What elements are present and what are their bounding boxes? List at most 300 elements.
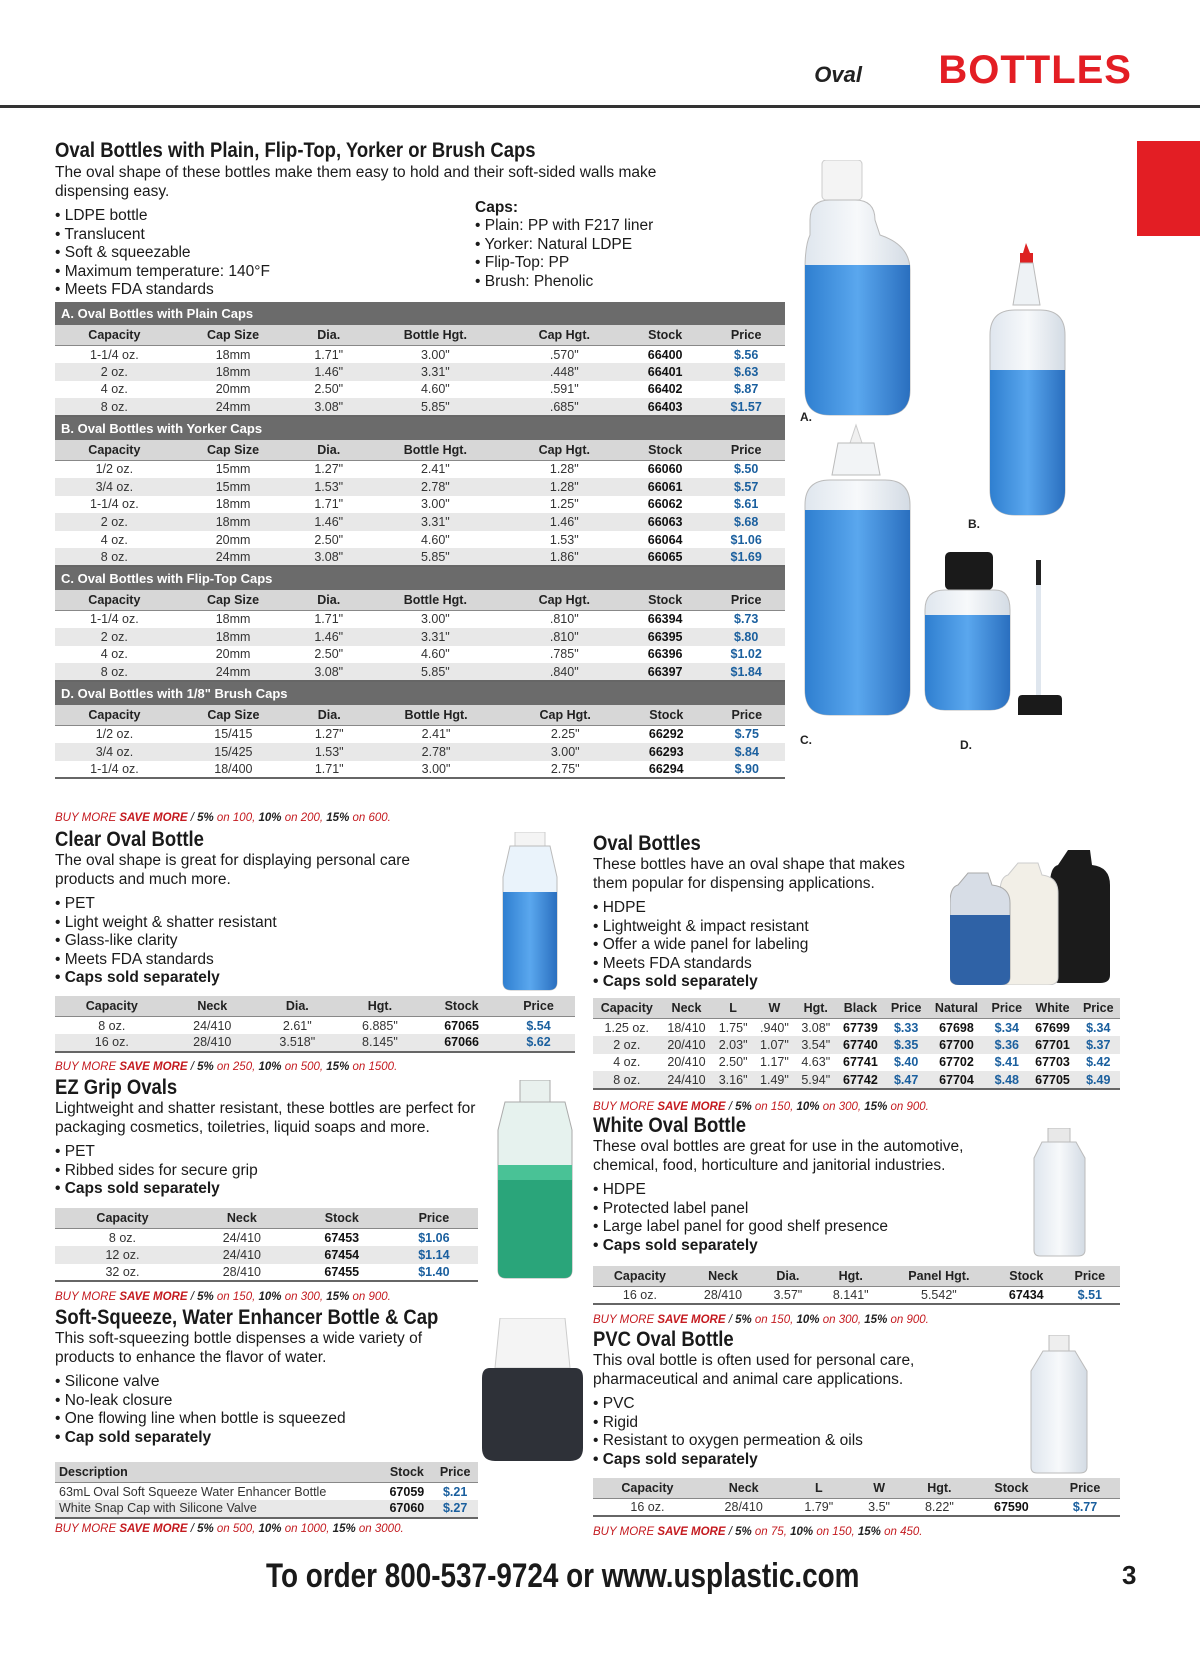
table-cell: 16 oz. [593,1499,702,1517]
ez-table-wrap [55,1208,478,1282]
column-header: Hgt. [795,998,836,1019]
column-header: Capacity [55,590,174,611]
bullet: • Protected label panel [593,1200,993,1219]
table-cell: $1.06 [730,532,762,547]
bullet: • HDPE [593,899,973,918]
column-header: Price [709,705,785,726]
buy-more-part: BUY MORE [55,1061,120,1073]
table-cell: 5.85" [365,663,506,681]
table-cell: 1.71" [314,347,344,362]
clear-title: Clear Oval Bottle [55,828,204,851]
column-header: Neck [190,1208,294,1229]
white-section [593,1114,993,1255]
table-cell: 3.00" [420,612,450,627]
buy-more-part: on 900. [349,1291,391,1303]
table-row [55,1034,575,1052]
table-cell: 67699 [1035,1020,1070,1035]
table-row [55,381,785,399]
table-cell: 2 oz. [55,363,174,381]
page-header [0,0,1200,108]
bullet: • PET [55,1143,505,1162]
table-cell: 67703 [1035,1055,1070,1070]
buy-more-part: on 150, [751,1314,797,1326]
column-header: Stock [993,1266,1060,1287]
table-cell: $.80 [707,628,785,646]
clear-table [55,996,575,1053]
column-header: Price [1050,1478,1120,1499]
table-cell: 2.41" [420,462,450,477]
table-cell: 67705 [1029,1071,1077,1089]
table-cell: 2.61" [282,1018,312,1033]
table-cell: $.54 [526,1018,551,1033]
buy-more-part: on 250, [213,1061,259,1073]
column-header: Neck [702,1478,786,1499]
table-cell: 3.5" [852,1499,906,1517]
buy-more-part: SAVE MORE [119,812,188,824]
white-bullets [593,1181,993,1255]
table-cell: 4 oz. [100,647,128,662]
main-desc: The oval shape of these bottles make them easy to hold and their soft-sided walls make dispensing easy. [55,164,657,200]
buy-more-part: 15% [326,812,350,824]
buy-more-part: 5% [735,1314,752,1326]
table-row [55,663,785,681]
table-cell: 2 oz. [55,513,174,531]
oval-table-0 [55,325,785,417]
table-cell: 15/425 [174,743,293,761]
header-oval: Oval [814,62,862,87]
clear-table-wrap [55,996,575,1053]
table-cell: 2.50" [314,647,344,662]
table-cell: 1.46" [506,513,623,531]
table-cell: 24/410 [193,1018,232,1033]
table-cell: 3.31" [365,628,506,646]
column-header: Bottle Hgt. [365,440,506,461]
table-row [55,1483,478,1501]
buy-more-part: BUY MORE [593,1101,658,1113]
bullet: • Translucent [55,226,785,245]
bullet: • Large label panel for good shelf presence [593,1218,993,1237]
table-cell: 1.53" [292,478,365,496]
table-cell: $.75 [734,727,759,742]
table-cell: 67698 [939,1020,974,1035]
table-row [593,1499,1120,1517]
column-header: Price [502,996,575,1017]
clear-section [55,828,475,988]
table-cell: 2.25" [550,727,580,742]
buy-more-part: 15% [864,1101,888,1113]
table-cell: 66396 [647,647,683,662]
table-row [55,548,785,566]
column-header: W [754,998,795,1019]
column-header: L [786,1478,853,1499]
table-cell: $1.84 [707,663,785,681]
table-cell: .840" [506,663,623,681]
table-cell: $.68 [707,513,785,531]
table-cell: 18mm [215,347,251,362]
table-row [593,1036,1120,1054]
oval-bottles-trio-photo [950,845,1145,985]
buy-more-part: 15% [326,1291,350,1303]
table-cell: 2.50" [314,382,344,397]
column-header: W [852,1478,906,1499]
squeeze-table [55,1462,478,1519]
bullet-bold: • Caps sold separately [55,969,475,988]
buy-more-part: 10% [258,1291,282,1303]
table-cell: 66063 [623,513,707,531]
table-cell: 8 oz. [593,1071,661,1089]
column-header: Price [884,998,927,1019]
table-row [55,743,785,761]
table-cell: 16 oz. [593,1287,687,1305]
ez-section [55,1076,505,1199]
column-header: Cap Hgt. [506,325,623,346]
column-header: Bottle Hgt. [366,705,507,726]
buy-more-part: SAVE MORE [119,1061,188,1073]
column-header: Capacity [55,1208,190,1229]
table-cell: 16 oz. [55,1034,169,1052]
buy-more-part: on 500, [281,1061,327,1073]
buy-more-part: 10% [796,1101,820,1113]
table-cell: 67742 [836,1071,884,1089]
table-cell: 67454 [294,1246,390,1264]
buy-more-clear [55,1061,397,1073]
table-cell: 15mm [215,462,251,477]
table-cell: 66394 [647,612,683,627]
buy-more-part: 5% [735,1526,752,1538]
buy-more-main [55,812,391,824]
table-cell: 24/410 [661,1071,713,1089]
clear-bullets [55,895,475,988]
table-cell: $.42 [1086,1055,1111,1070]
table-cell: 1-1/4 oz. [90,347,139,362]
ez-title: EZ Grip Ovals [55,1076,178,1099]
main-bottle-images [800,160,1130,760]
bullet: • Light weight & shatter resistant [55,914,475,933]
table-cell: 3.518" [256,1034,339,1052]
pvc-bullets [593,1395,1013,1469]
column-header: Cap Size [174,590,293,611]
table-cell: 67701 [1029,1036,1077,1054]
table-cell: 5.85" [365,398,506,416]
column-header: Cap Size [174,325,293,346]
bullet-bold: • Caps sold separately [593,973,973,992]
caps-title: Caps: [475,199,519,216]
table-row [55,1229,478,1247]
table-cell: $1.40 [390,1264,478,1282]
cap-item: • Brush: Phenolic [475,273,653,292]
label-b: B. [968,517,980,531]
table-row [55,1264,478,1282]
table-cell: 3/4 oz. [55,478,174,496]
column-header: Price [707,440,785,461]
buy-more-part: on 75, [751,1526,791,1538]
table-cell: $1.69 [707,548,785,566]
column-header: Hgt. [817,1266,885,1287]
bullet: • One flowing line when bottle is squeezed [55,1410,505,1429]
table-cell: 18mm [174,363,293,381]
table-cell: $.87 [734,382,759,397]
column-header: Dia. [293,705,366,726]
table-cell: 1.25 oz. [604,1020,649,1035]
table-cell: 3.31" [365,513,506,531]
table-cell: 28/410 [169,1034,256,1052]
table-cell: $.62 [502,1034,575,1052]
bullet: • PVC [593,1395,1013,1414]
buy-more-part: SAVE MORE [657,1101,726,1113]
column-header: Cap Hgt. [506,590,623,611]
column-header: Stock [973,1478,1050,1499]
buy-more-white [593,1314,929,1326]
main-section [55,139,785,300]
table-cell: 66062 [647,497,683,512]
oval-table-2 [55,590,785,682]
table-cell: 3.00" [420,347,450,362]
table-cell: 66397 [623,663,707,681]
table-cell: $.57 [707,478,785,496]
table-cell: 3.08" [801,1020,831,1035]
table-cell: 1-1/4 oz. [90,612,139,627]
table-cell: 1.07" [754,1036,795,1054]
column-header: Price [707,325,785,346]
table-cell: $.34 [994,1020,1019,1035]
buy-more-part: 15% [326,1061,350,1073]
table-cell: 1.71" [314,612,344,627]
table-cell: .591" [549,382,579,397]
table-cell: 66292 [648,727,684,742]
table-cell: 67434 [993,1287,1060,1305]
white-table-wrap [593,1266,1120,1305]
table-cell: $1.57 [707,398,785,416]
table-cell: 15/415 [214,727,253,742]
table-cell: 67066 [421,1034,502,1052]
table-cell: 2.50" [718,1055,748,1070]
table-row [593,1054,1120,1072]
table-cell: 4 oz. [613,1055,641,1070]
bullet: • Ribbed sides for secure grip [55,1162,505,1181]
table-cell: 24/410 [222,1230,261,1245]
buy-more-part: BUY MORE [55,1291,120,1303]
table-cell: 5.85" [365,548,506,566]
table-cell: $.48 [985,1071,1028,1089]
column-header: Capacity [593,1266,687,1287]
buy-more-part: / [725,1314,736,1326]
buy-more-part: 15% [857,1526,881,1538]
column-header: Cap Hgt. [506,440,623,461]
buy-more-part: on 900. [887,1314,929,1326]
table-cell: 24mm [174,548,293,566]
buy-more-part: on 450. [880,1526,923,1538]
buy-more-part: SAVE MORE [119,1291,188,1303]
buy-more-part: on 1500. [349,1061,398,1073]
table-cell: 67065 [444,1018,479,1033]
table-row [55,460,785,478]
table-cell: 4.60" [420,532,450,547]
table-cell: .448" [506,363,623,381]
table-cell: 8.141" [817,1287,885,1305]
table-row [55,610,785,628]
table-cell: $.35 [884,1036,927,1054]
buy-more-part: on 150, [751,1101,797,1113]
bullet: • Meets FDA standards [55,951,475,970]
buy-more-part: / [187,812,198,824]
oval-bullets [593,899,973,992]
caps-block [475,199,653,291]
clear-bottle-photo [495,832,565,992]
table-cell: 1.75" [718,1020,748,1035]
table-row [55,1500,478,1518]
table-cell: 2.75" [506,761,624,779]
table-cell: $.37 [1077,1036,1120,1054]
table-row [55,398,785,416]
column-header: White [1029,998,1077,1019]
main-title: Oval Bottles with Plain, Flip-Top, Yorker or Brush Caps [55,139,536,162]
white-title: White Oval Bottle [593,1114,746,1137]
buy-more-part: on 600. [349,812,391,824]
bullet: • Resistant to oxygen permeation & oils [593,1432,1013,1451]
pvc-table [593,1478,1120,1517]
ez-bullets [55,1143,505,1199]
buy-more-part: on 150, [213,1291,259,1303]
table-cell: 24/410 [190,1246,294,1264]
buy-more-part: SAVE MORE [657,1526,726,1538]
table-cell: 18/400 [174,761,293,779]
table-row [55,513,785,531]
table-cell: 18/410 [667,1020,706,1035]
bullet: • HDPE [593,1181,993,1200]
table-cell: 1.53" [293,743,366,761]
table-cell: 67453 [324,1230,360,1245]
buy-more-part: 10% [796,1314,820,1326]
table-cell: 18mm [174,628,293,646]
squeeze-bottle-photo [475,1318,585,1463]
table-row [55,478,785,496]
table-cell: 1/2 oz. [95,462,134,477]
column-header: Capacity [55,996,169,1017]
bullet: • Lightweight & impact resistant [593,918,973,937]
ez-bottle-photo [490,1080,580,1280]
table-cell: 3.54" [795,1036,836,1054]
pvc-desc: This oval bottle is often used for personal care, pharmaceutical and animal care applications. [593,1352,915,1388]
table-cell: 8.22" [906,1499,973,1517]
table-cell: 2 oz. [55,628,174,646]
table-title-bar: C. Oval Bottles with Flip-Top Caps [55,567,785,590]
table-cell: 1.53" [549,532,579,547]
table-cell: 66403 [623,398,707,416]
pvc-section [593,1328,1013,1469]
cap-item: • Yorker: Natural LDPE [475,236,653,255]
column-header: Stock [382,1462,433,1483]
table-title-bar: D. Oval Bottles with 1/8" Brush Caps [55,682,785,705]
table-cell: 4 oz. [100,382,128,397]
table-cell: 8 oz. [98,1018,126,1033]
squeeze-desc: This soft-squeezing bottle dispenses a wide variety of products to enhance the flavor of water. [55,1330,423,1366]
table-cell: 66294 [624,761,709,779]
table-cell: 8 oz. [55,663,174,681]
bullet: • Soft & squeezable [55,244,785,263]
table-cell: $1.02 [730,647,762,662]
table-cell: 3.00" [506,743,624,761]
table-cell: 3.08" [292,548,365,566]
buy-more-part: 10% [258,1061,282,1073]
table-cell: 18mm [215,497,251,512]
caps-list [475,217,653,291]
table-cell: $.61 [734,497,759,512]
table-cell: 1.46" [292,628,365,646]
table-title-bar: B. Oval Bottles with Yorker Caps [55,417,785,440]
bullet: • Offer a wide panel for labeling [593,936,973,955]
table-cell: 67741 [843,1055,878,1070]
table-cell: $1.06 [418,1230,450,1245]
column-header: Dia. [292,440,365,461]
buy-more-part: 10% [258,1523,282,1535]
column-header: Capacity [55,705,174,726]
oval-section [593,832,973,992]
table-cell: 4.60" [420,647,450,662]
table-cell: 66395 [623,628,707,646]
bullet: • PET [55,895,475,914]
column-header: Capacity [593,998,661,1019]
buy-more-part: on 150, [813,1526,858,1538]
label-a: A. [800,410,812,424]
white-bottle-photo [1030,1128,1090,1258]
table-cell: 66065 [623,548,707,566]
table-cell: 6.885" [362,1018,398,1033]
buy-more-part: 10% [258,812,282,824]
bullet-bold: • Caps sold separately [55,1180,505,1199]
column-header: Black [836,998,884,1019]
table-cell: 67739 [843,1020,878,1035]
buy-more-part: BUY MORE [593,1526,658,1538]
oval-table-3 [55,705,785,779]
buy-more-part: 5% [197,1291,214,1303]
oval-hdpe-table [593,998,1120,1090]
column-header: Neck [661,998,713,1019]
table-cell: 67702 [939,1055,974,1070]
column-header: L [712,998,753,1019]
buy-more-squeeze [55,1523,404,1535]
table-row [593,1071,1120,1089]
buy-more-part: / [187,1291,198,1303]
table-cell: $.90 [709,761,785,779]
squeeze-title: Soft-Squeeze, Water Enhancer Bottle & Cap [55,1306,439,1329]
table-cell: 66293 [624,743,709,761]
bullet: • LDPE bottle [55,207,785,226]
table-cell: $.33 [893,1020,919,1035]
table-cell: White Snap Cap with Silicone Valve [55,1500,382,1518]
pvc-title: PVC Oval Bottle [593,1328,734,1351]
table-row [55,1246,478,1264]
column-header: Capacity [55,325,174,346]
table-cell: 1/2 oz. [95,727,134,742]
table-cell: $.36 [985,1036,1028,1054]
table-cell: 1.86" [506,548,623,566]
table-cell: 28/410 [702,1499,786,1517]
cap-item: • Plain: PP with F217 liner [475,217,653,236]
table-cell: 3.00" [366,761,507,779]
squeeze-table-wrap [55,1462,478,1519]
white-desc: These oval bottles are great for use in the automotive, chemical, food, horticulture and janitorial industries. [593,1138,964,1174]
table-cell: 8 oz. [55,398,174,416]
table-cell: 8 oz. [108,1230,137,1245]
table-cell: 1.28" [506,478,623,496]
table-cell: $.49 [1077,1071,1120,1089]
table-cell: 3.08" [292,663,365,681]
table-cell: $1.14 [390,1246,478,1264]
table-cell: 3/4 oz. [55,743,174,761]
table-cell: 66402 [647,382,683,397]
table-cell: 1.27" [314,727,344,742]
table-cell: 12 oz. [55,1246,190,1264]
